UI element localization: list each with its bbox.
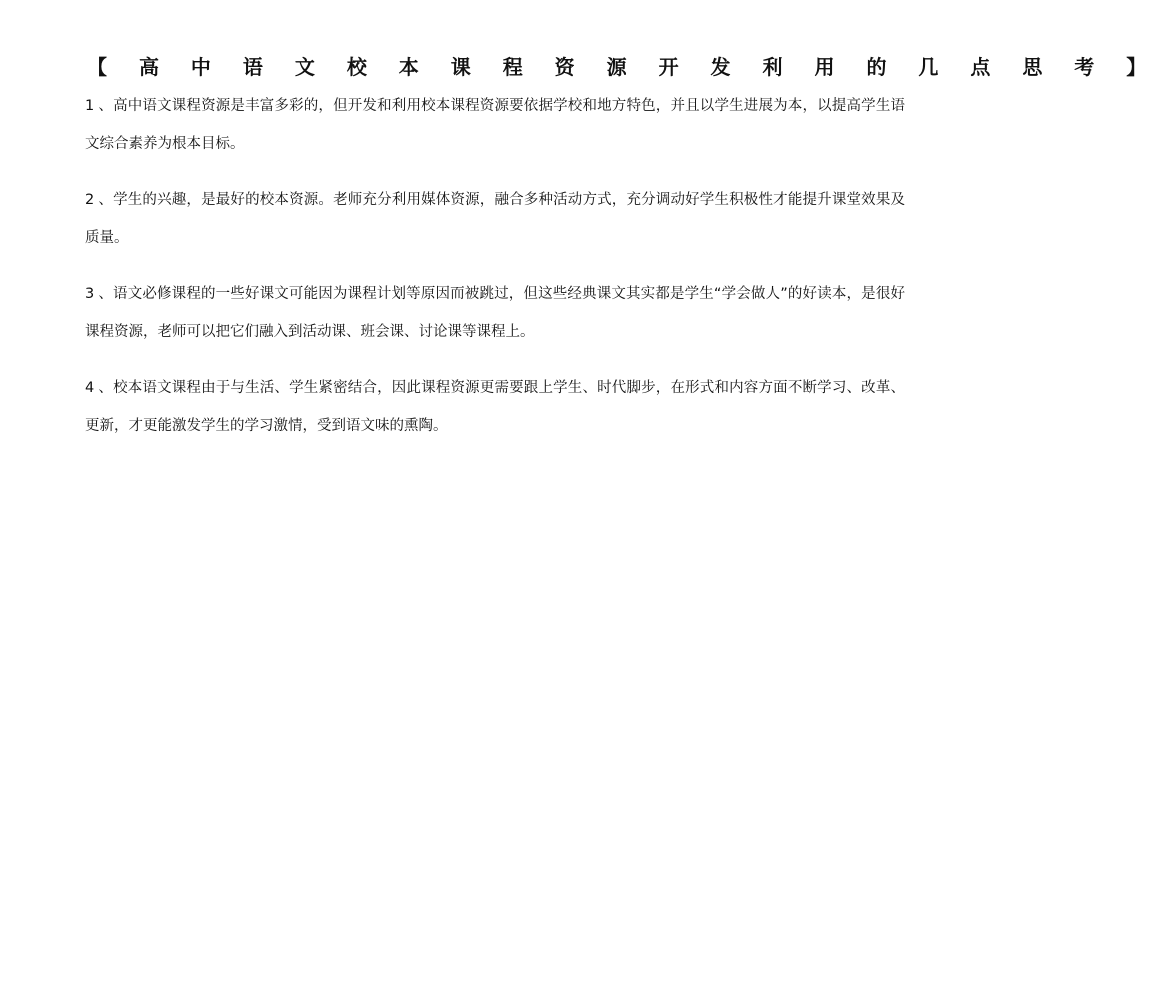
paragraph-number: 2 [85,192,95,208]
paragraph-2 [85,181,905,257]
document-body [85,52,1159,463]
paragraph-text: 、语文必修课程的一些好课文可能因为课程计划等原因而被跳过，但这些经典课文其实都是学生“学会做人”的好读本，是很好课程资源，老师可以把它们融入到活动课、班会课、讨论课等课程上。 [85,286,905,340]
paragraph-number: 3 [85,286,95,302]
paragraph-1 [85,87,905,163]
paragraph-number: 1 [85,98,95,114]
paragraph-4 [85,369,905,445]
paragraph-number: 4 [85,380,95,396]
paragraph-text: 、学生的兴趣，是最好的校本资源。老师充分利用媒体资源，融合多种活动方式，充分调动好学生积极性才能提升课堂效果及质量。 [85,192,905,246]
paragraph-text: 、高中语文课程资源是丰富多彩的，但开发和利用校本课程资源要依据学校和地方特色，并且以学生进展为本，以提高学生语文综合素养为根本目标。 [85,98,905,152]
paragraph-3 [85,275,905,351]
document-title: 【 高 中 语 文 校 本 课 程 资 源 开 发 利 用 的 几 点 思 考 】 [87,55,1159,79]
paragraph-text: 、校本语文课程由于与生活、学生紧密结合，因此课程资源更需要跟上学生、时代脚步，在形式和内容方面不断学习、改革、更新，才更能激发学生的学习激情，受到语文味的熏陶。 [85,380,905,434]
